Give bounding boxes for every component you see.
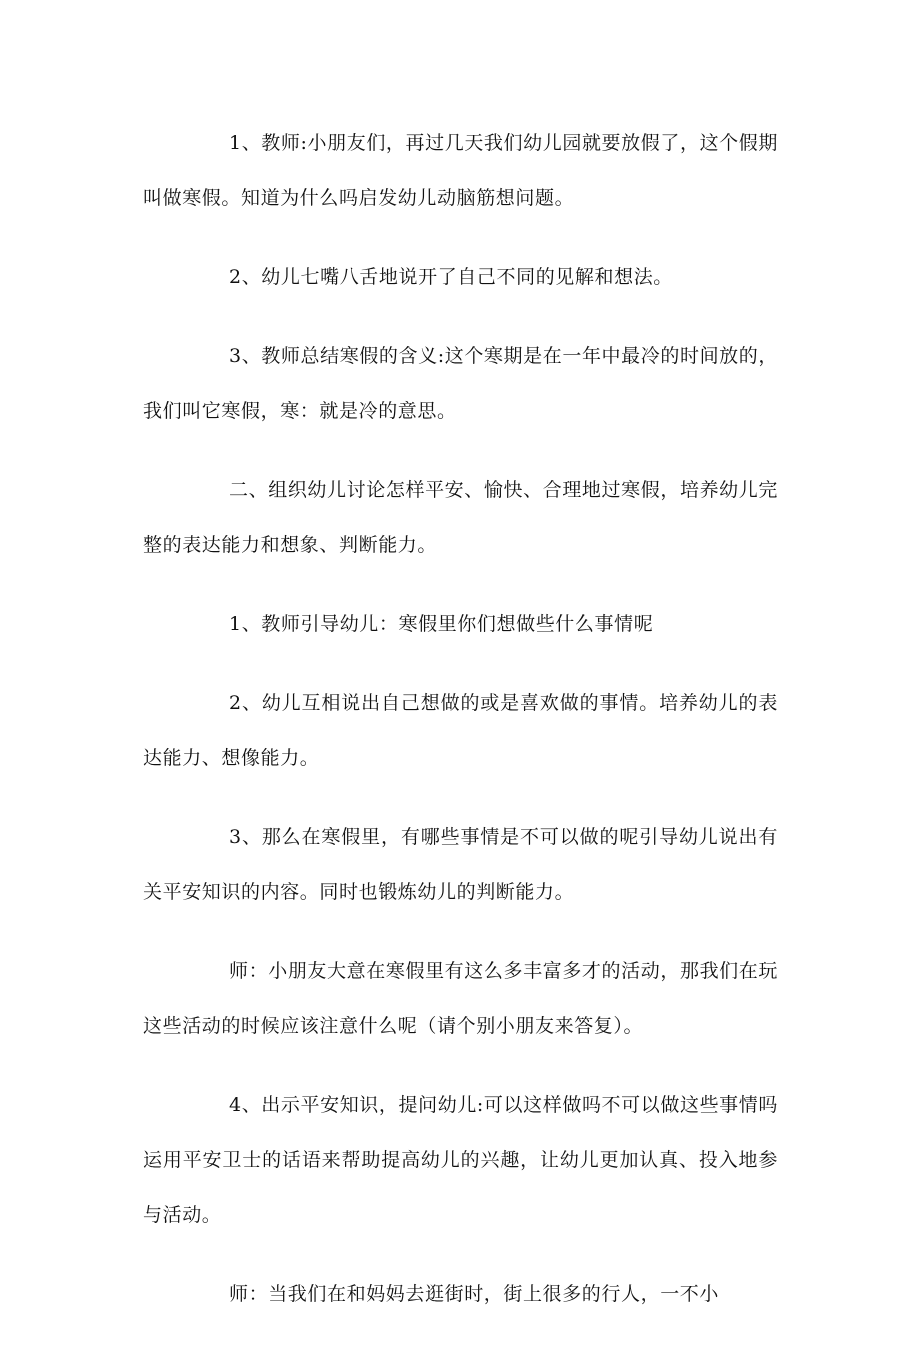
paragraph: 师：小朋友大意在寒假里有这么多丰富多才的活动，那我们在玩这些活动的时候应该注意什么呢（请个别小朋友来答复）。 [143,960,778,1037]
paragraph: 1、教师引导幼儿：寒假里你们想做些什么事情呢 [229,613,654,635]
paragraph: 4、出示平安知识，提问幼儿:可以这样做吗不可以做这些事情吗运用平安卫士的话语来帮助提高幼儿的兴趣，让幼儿更加认真、投入地参与活动。 [143,1094,778,1226]
paragraph: 二、组织幼儿讨论怎样平安、愉快、合理地过寒假，培养幼儿完整的表达能力和想象、判断能力。 [143,479,778,556]
paragraph: 3、那么在寒假里，有哪些事情是不可以做的呢引导幼儿说出有关平安知识的内容。同时也锻炼幼儿的判断能力。 [143,826,778,903]
paragraph: 1、教师:小朋友们，再过几天我们幼儿园就要放假了，这个假期叫做寒假。知道为什么吗启发幼儿动脑筋想问题。 [143,132,778,209]
paragraph: 2、幼儿互相说出自己想做的或是喜欢做的事情。培养幼儿的表达能力、想像能力。 [143,692,778,769]
paragraph: 师：当我们在和妈妈去逛街时，街上很多的行人，一不小 [229,1283,720,1305]
paragraph: 3、教师总结寒假的含义:这个寒期是在一年中最冷的时间放的，我们叫它寒假，寒：就是冷的意思。 [143,345,778,422]
paragraph: 2、幼儿七嘴八舌地说开了自己不同的见解和想法。 [229,266,673,288]
document-body [143,116,778,1346]
